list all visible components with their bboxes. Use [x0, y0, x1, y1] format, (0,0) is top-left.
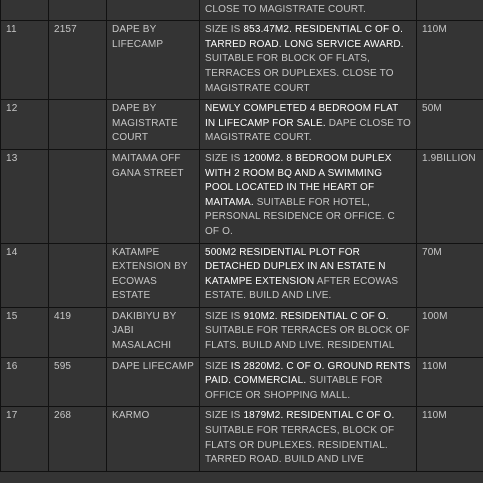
property-description: [200, 357, 417, 407]
description-detail: SUITABLE FOR OFFICE OR SHOPPING MALL.: [205, 375, 383, 401]
description-highlight: 1200M2. 8 BEDROOM DUPLEX WITH 2 ROOM BQ AND A SWIMMING POOL LOCATED IN THE HEART OF MAITAMA.: [205, 152, 392, 208]
description-highlight: 1879M2. RESIDENTIAL C OF O.: [243, 410, 395, 422]
property-id: [49, 243, 107, 307]
description-detail: CLOSE TO MAGISTRATE COURT.: [205, 3, 366, 15]
property-description: [200, 149, 417, 243]
property-description: [200, 407, 417, 471]
description-highlight: 500M2 RESIDENTIAL PLOT FOR DETACHED DUPLEX IN AN ESTATE N KATAMPE EXTENSION: [205, 246, 386, 287]
description-detail: SUITABLE FOR TERRACES, BLOCK OF FLATS OR DUPLEXES. RESIDENTIAL. TARRED ROAD. BUILD AND LIVE: [205, 425, 395, 466]
property-price: 100M: [417, 307, 483, 357]
row-number: 15: [1, 307, 49, 357]
table-row: [1, 149, 483, 243]
property-id: [49, 0, 107, 21]
property-price: 50M: [417, 100, 483, 150]
property-id: [49, 149, 107, 243]
property-description: [200, 0, 417, 21]
table-row: [1, 0, 483, 21]
description-plain: SIZE IS: [205, 152, 244, 164]
table-row: [1, 357, 483, 407]
row-number: 17: [1, 407, 49, 471]
row-number: 16: [1, 357, 49, 407]
property-location: KARMO: [107, 407, 200, 471]
property-location: DAKIBIYU BY JABI MASALACHI: [107, 307, 200, 357]
property-location: DAPE BY MAGISTRATE COURT: [107, 100, 200, 150]
property-location: [107, 0, 200, 21]
property-price: 110M: [417, 407, 483, 471]
property-price: 110M: [417, 357, 483, 407]
description-detail: SUITABLE FOR HOTEL, PERSONAL RESIDENCE OR OFFICE. C OF O.: [205, 196, 395, 237]
description-highlight: IS 2820M2. C OF O. GROUND RENTS PAID. COMMERCIAL.: [205, 360, 411, 387]
property-location: DAPE LIFECAMP: [107, 357, 200, 407]
row-number: [1, 0, 49, 21]
description-plain: SIZE IS: [205, 24, 244, 36]
property-id: 595: [49, 357, 107, 407]
row-number: 13: [1, 149, 49, 243]
property-id: 268: [49, 407, 107, 471]
table-row: [1, 100, 483, 150]
row-number: 14: [1, 243, 49, 307]
description-detail: SUITABLE FOR TERRACES OR BLOCK OF FLATS. BUILD AND LIVE. RESIDENTIAL: [205, 325, 410, 352]
property-description: [200, 243, 417, 307]
description-plain: SIZE IS: [205, 310, 244, 322]
row-number: 12: [1, 100, 49, 150]
property-location: DAPE BY LIFECAMP: [107, 21, 200, 100]
property-price: 110M: [417, 21, 483, 100]
property-description: [200, 100, 417, 150]
property-description: [200, 21, 417, 100]
description-plain: SIZE: [205, 360, 231, 372]
property-price: 70M: [417, 243, 483, 307]
description-highlight: 853.47M2. RESIDENTIAL C OF O. TARRED ROAD. LONG SERVICE AWARD.: [205, 24, 404, 50]
table-row: [1, 307, 483, 357]
description-detail: DAPE CLOSE TO MAGISTRATE COURT.: [205, 117, 411, 144]
row-number: 11: [1, 21, 49, 100]
property-location: MAITAMA OFF GANA STREET: [107, 149, 200, 243]
property-id: 419: [49, 307, 107, 357]
property-location: KATAMPE EXTENSION BY ECOWAS ESTATE: [107, 243, 200, 307]
property-id: 2157: [49, 21, 107, 100]
description-highlight: NEWLY COMPLETED 4 BEDROOM FLAT IN LIFECAMP FOR SALE.: [205, 103, 399, 129]
property-listing-body: [1, 0, 483, 471]
description-detail: AFTER ECOWAS ESTATE. BUILD AND LIVE.: [205, 275, 399, 302]
property-description: [200, 307, 417, 357]
property-price: [417, 0, 483, 21]
table-row: [1, 407, 483, 471]
description-highlight: 910M2. RESIDENTIAL C OF O.: [243, 310, 389, 322]
table-row: [1, 243, 483, 307]
property-id: [49, 100, 107, 150]
description-plain: SIZE IS: [205, 410, 244, 422]
table-row: [1, 21, 483, 100]
description-detail: SUITABLE FOR BLOCK OF FLATS, TERRACES OR DUPLEXES. CLOSE TO MAGISTRATE COURT: [205, 53, 394, 94]
property-price: 1.9BILLION: [417, 149, 483, 243]
